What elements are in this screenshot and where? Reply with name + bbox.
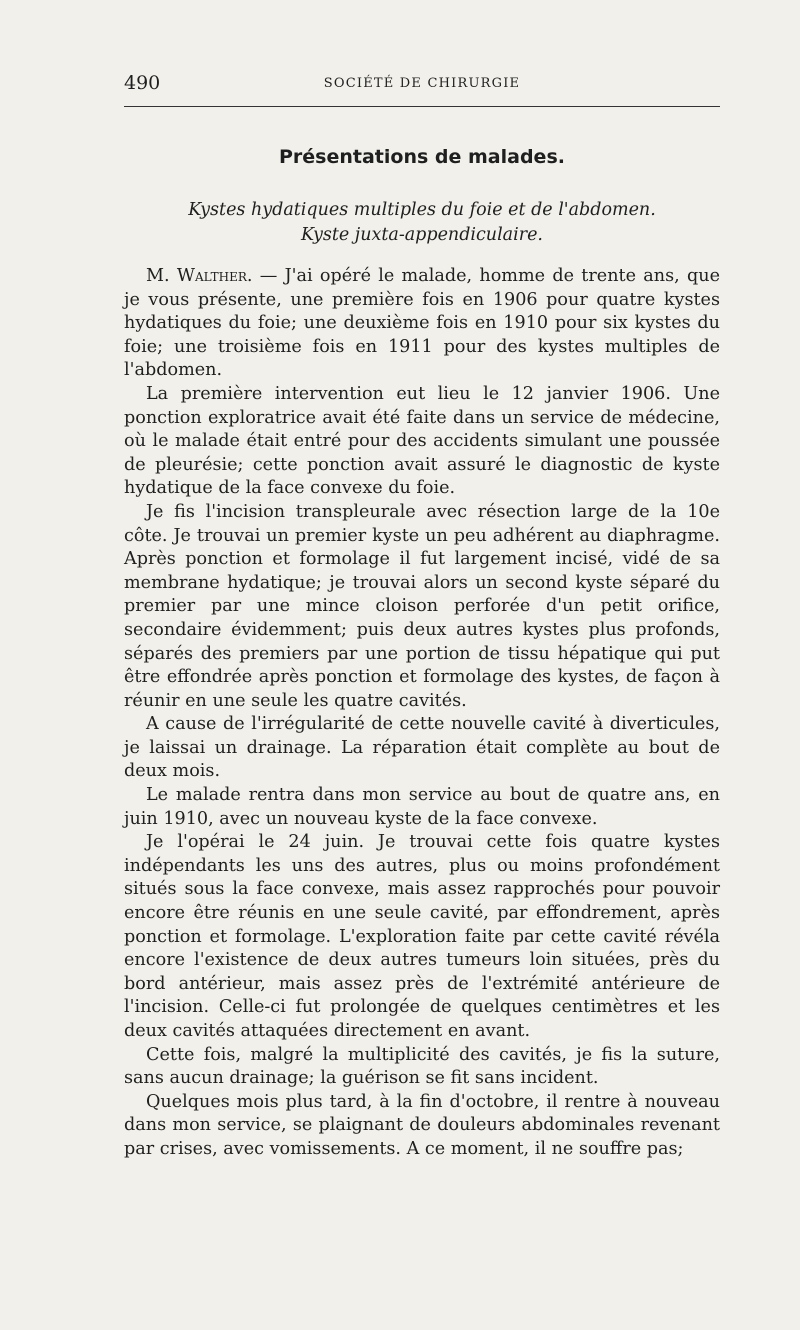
paragraph: Le malade rentra dans mon service au bout de quatre ans, en juin 1910, avec un nouveau kyste de la face convexe. xyxy=(124,785,720,829)
page-number: 490 xyxy=(124,72,161,94)
author-name: M. Walther. xyxy=(146,266,253,286)
body-text xyxy=(124,265,720,1162)
article-subtitle-line-2: Kyste juxta-appendiculaire. xyxy=(301,225,543,245)
paragraph: La première intervention eut lieu le 12 janvier 1906. Une ponction exploratrice avait été faite dans un service de médecine, où le malade était entré pour des accidents simulant une poussée de pleurésie; cette ponction avait assuré le diagnostic de kyste hydatique de la face convexe du foie. xyxy=(124,383,720,499)
paragraph-text: — J'ai opéré le malade, homme de trente ans, que je vous présente, une première fois en 1906 pour quatre kystes hydatiques du foie; une deuxième fois en 1910 pour six kystes du foie; une troisième fois en 1911 pour des kystes multiples de l'abdomen. xyxy=(124,266,720,381)
header-rule xyxy=(124,106,720,107)
article-subtitle-line-1: Kystes hydatiques multiples du foie et de l'abdomen. xyxy=(188,200,656,220)
paragraph: Quelques mois plus tard, à la fin d'octobre, il rentre à nouveau dans mon service, se plaignant de douleurs abdominales revenant par crises, avec vomissements. A ce moment, il ne souffre pas; xyxy=(124,1091,720,1159)
running-title: SOCIÉTÉ DE CHIRURGIE xyxy=(323,76,521,91)
paragraph: Je fis l'incision transpleurale avec résection large de la 10e côte. Je trouvai un premier kyste un peu adhérent au diaphragme. Après ponction et formolage il fut largement incisé, vidé de sa membrane hydatique; je trouvai alors un second kyste séparé du premier par une mince cloison perforée d'un petit orifice, secondaire évidemment; puis deux autres kystes plus profonds, séparés des premiers par une portion de tissu hépatique qui put être effondrée après ponction et formolage des kystes, de façon à réunir en une seule les quatre cavités. xyxy=(124,501,720,711)
section-title: Présentations de malades. xyxy=(279,146,565,168)
paragraph xyxy=(124,265,720,383)
paragraph: Je l'opérai le 24 juin. Je trouvai cette fois quatre kystes indépendants les uns des autres, plus ou moins profondément situés sous la face convexe, mais assez rapprochés pour pouvoir encore être réunis en une seule cavité, par effondrement, après ponction et formolage. L'exploration faite par cette cavité révéla encore l'existence de deux autres tumeurs loin situées, près du bord antérieur, mais assez près de l'extrémité antérieure de l'incision. Celle-ci fut prolongée de quelques centimètres et les deux cavités attaquées directement en avant. xyxy=(124,832,720,1041)
paragraph: A cause de l'irrégularité de cette nouvelle cavité à diverticules, je laissai un drainage. La réparation était complète au bout de deux mois. xyxy=(124,714,720,782)
running-header xyxy=(124,72,720,100)
paragraph: Cette fois, malgré la multiplicité des cavités, je fis la suture, sans aucun drainage; la guérison se fit sans incident. xyxy=(124,1044,720,1089)
